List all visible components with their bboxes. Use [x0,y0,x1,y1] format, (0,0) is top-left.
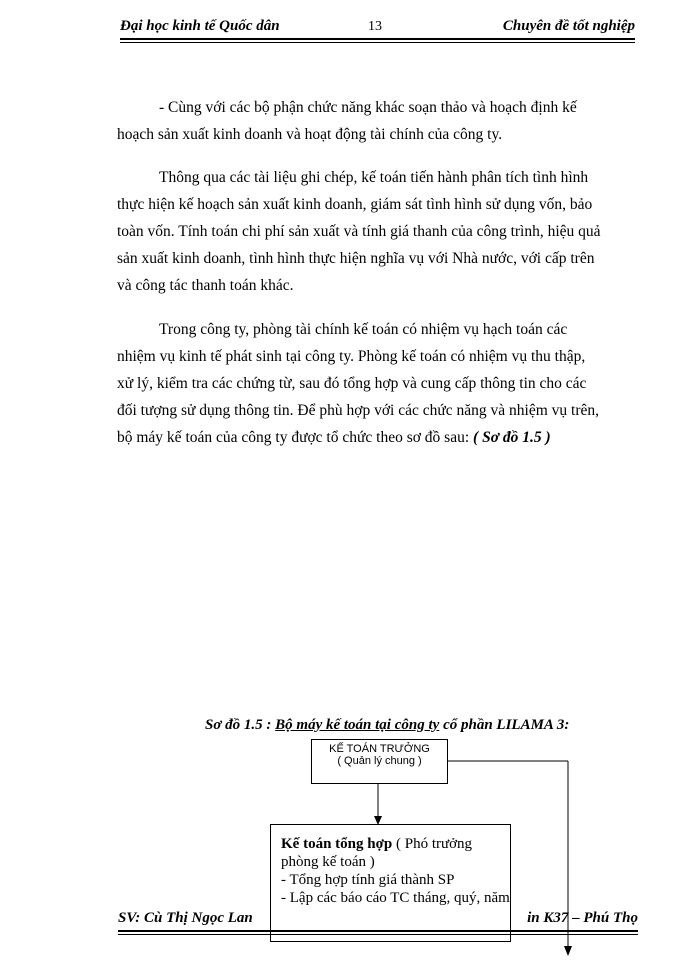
paragraph-line: xử lý, kiểm tra các chứng từ, sau đó tổng hợp và cung cấp thông tin cho các [117,375,587,392]
paragraph-line: toàn vốn. Tính toán chi phí sản xuất và tính giá thanh của công trình, hiệu quả [117,223,601,240]
general-accountant-item: - Lập các báo cáo TC tháng, quý, năm [281,890,510,906]
chief-accountant-title: KẾ TOÁN TRƯỞNG [329,743,430,755]
paragraph-line: hoạch sản xuất kinh doanh và hoạt động tài chính của công ty. [117,126,503,143]
chief-accountant-subtitle: ( Quản lý chung ) [337,755,422,767]
page-number: 13 [368,19,382,34]
general-accountant-item: - Tổng hợp tính giá thành SP [281,872,455,888]
paragraph-line: sản xuất kinh doanh, tình hình thực hiện nghĩa vụ với Nhà nước, với cấp trên [117,250,595,267]
caption-prefix: Sơ đồ 1.5 : [205,717,272,733]
paragraph-line: đối tượng sử dụng thông tin. Để phù hợp với các chức năng và nhiệm vụ trên, [117,402,599,419]
footer-rule-thick [118,930,638,932]
caption-underlined: Bộ máy kế toán tại công ty [275,717,440,733]
paragraph-line-text: bộ máy kế toán của công ty được tổ chức theo sơ đồ sau: [117,429,470,446]
chief-accountant-box [311,739,448,784]
general-accountant-heading [281,835,510,871]
paragraph-line: Thông qua các tài liệu ghi chép, kế toán tiến hành phân tích tình hình [159,169,589,186]
header-thesis-title: Chuyên đề tốt nghiệp [502,18,635,34]
page-footer [118,910,638,932]
general-accountant-title: Kế toán tổng hợp [281,836,393,852]
footer-student: SV: Cù Thị Ngọc Lan [118,910,253,926]
paragraph-line: Trong công ty, phòng tài chính kế toán có nhiệm vụ hạch toán các [159,321,568,338]
paragraph-line: - Cùng với các bộ phận chức năng khác soạn thảo và hoạch định kế [159,99,577,116]
paragraph-line: thực hiện kế hoạch sản xuất kinh doanh, giám sát tình hình sử dụng vốn, bảo [117,196,593,213]
caption-suffix: cổ phần LILAMA 3: [443,717,570,733]
paragraph-line: nhiệm vụ kinh tế phát sinh tại công ty. Phòng kế toán có nhiệm vụ thu thập, [117,348,586,365]
paragraph-line: và công tác thanh toán khác. [117,277,294,294]
diagram-reference: ( Sơ đồ 1.5 ) [473,429,551,446]
arrow-head-right [564,946,572,956]
general-accountant-title-rest: ( Phó trưởng phòng kế toán ) [281,836,473,870]
header-university: Đại học kinh tế Quốc dân [120,18,280,34]
footer-rule-thin [118,934,638,935]
footer-class: in K37 – Phú Thọ [527,910,638,926]
